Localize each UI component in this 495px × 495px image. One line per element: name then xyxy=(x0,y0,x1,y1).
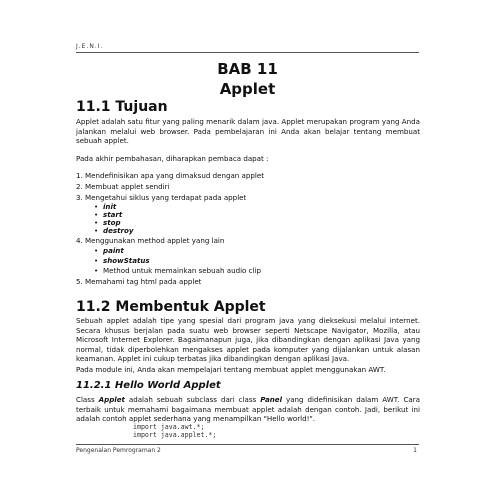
hello-paragraph: Class Applet adalah sebuah subclass dari class Panel yang didefinisikan dalam AWT. Cara terbaik untuk memahami bagaimana membuat applet adalah dengan contoh. Jadi, berikut ini adalah contoh applet sederhana yang menampilkan "Hello world!". xyxy=(76,395,421,423)
objective-item: 3. Mengetahui siklus yang terdapat pada applet xyxy=(76,193,247,202)
subsection-heading: 11.2.1 Hello World Applet xyxy=(76,380,221,391)
header-rule xyxy=(76,52,419,53)
objective-item: 5. Memahami tag html pada applet xyxy=(76,277,202,286)
objective-item: 2. Membuat applet sendiri xyxy=(76,182,170,191)
running-header: J.E.N.I. xyxy=(76,43,104,50)
objective-item: 1. Mendefinisikan apa yang dimaksud dengan applet xyxy=(76,171,265,180)
chapter-number: BAB 11 xyxy=(217,60,278,78)
footer-rule xyxy=(76,444,419,445)
intro-paragraph: Applet adalah satu fitur yang paling menarik dalam java. Applet merupakan program yang Anda jalankan melalui web browser. Pada pembelajaran ini Anda akan belajar tentang membuat sebuah applet. xyxy=(76,117,420,145)
cycle-item-init: • init xyxy=(94,202,117,211)
applet-paragraph: Sebuah applet adalah tipe yang spesial dari program java yang dieksekusi melalui internet. Secara khusus berjalan pada suatu web browser seperti Netscape Navigator, Mozilla, atau Microsoft Internet Explorer. Bagaimanapun juga, jika dibandingkan dengan aplikasi Java yang normal, tidak diperbolehkan mengakses applet pada komputer yang dijalankan untuk alasan keamanan. Applet ini cukup terbatas jika dibandingkan dengan aplikasi Java. xyxy=(76,316,420,363)
cycle-item-destroy: • destroy xyxy=(94,226,134,235)
cycle-item-start: • start xyxy=(94,210,123,219)
method-item-audio: • Method untuk memainkan sebuah audio clip xyxy=(94,266,261,275)
page-number: 1 xyxy=(413,447,417,454)
objectives-lead: Pada akhir pembahasan, diharapkan pembaca dapat : xyxy=(76,154,269,163)
section-heading-tujuan: 11.1 Tujuan xyxy=(76,99,168,115)
section-heading-membentuk: 11.2 Membentuk Applet xyxy=(76,299,266,315)
objective-item: 4. Menggunakan method applet yang lain xyxy=(76,236,225,245)
code-line: import java.applet.*; xyxy=(133,431,217,439)
code-line: import java.awt.*; xyxy=(133,423,205,431)
method-item-showstatus: • showStatus xyxy=(94,256,150,265)
footer-title: Pengenalan Pemrograman 2 xyxy=(76,447,161,454)
chapter-title: Applet xyxy=(219,80,276,98)
awt-paragraph: Pada module ini, Anda akan mempelajari tentang membuat applet menggunakan AWT. xyxy=(76,365,386,374)
method-item-paint: • paint xyxy=(94,246,124,255)
cycle-item-stop: • stop xyxy=(94,218,121,227)
